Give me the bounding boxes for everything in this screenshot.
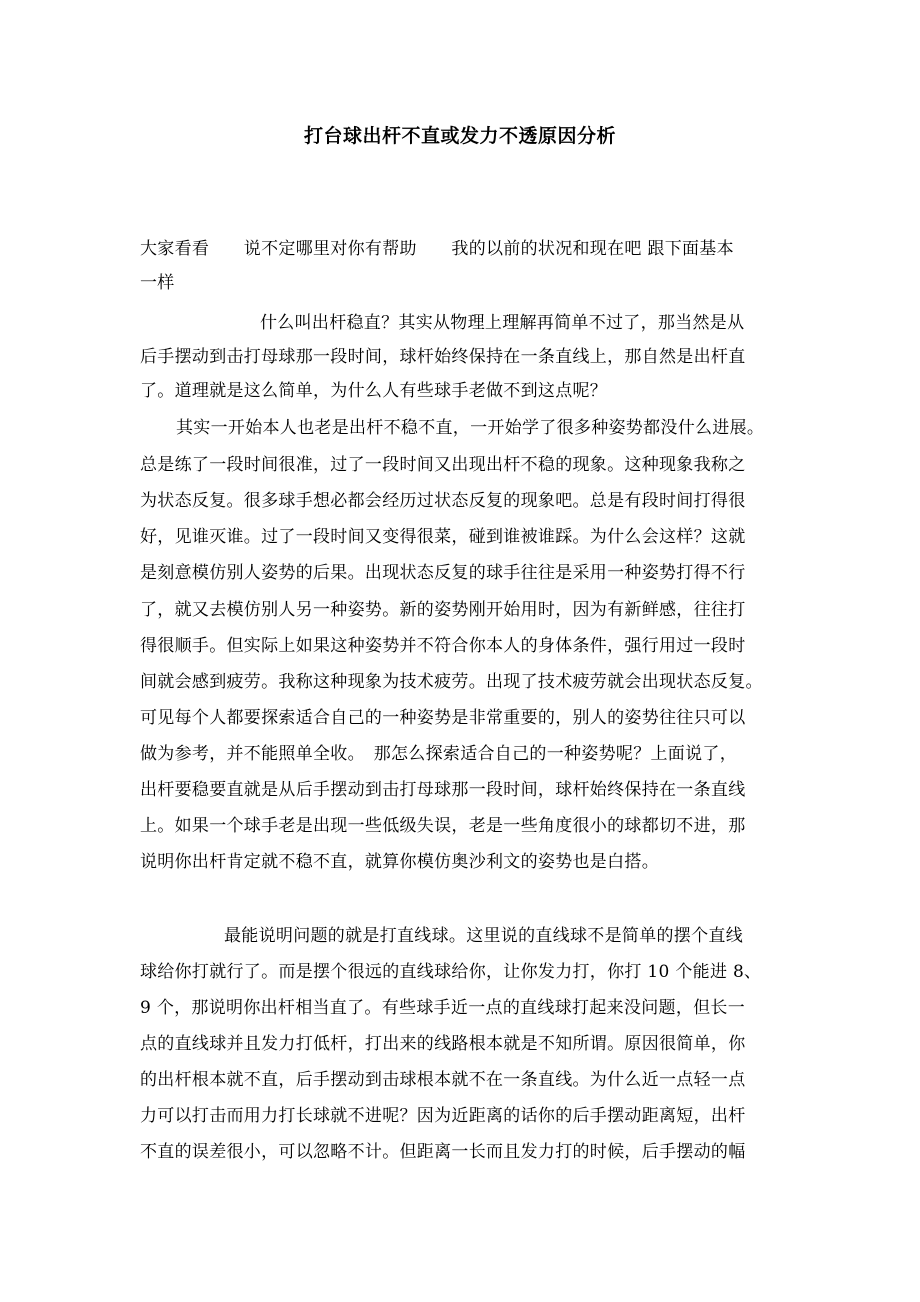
- paragraph-line: 好，见谁灭谁。过了一段时间又变得很菜，碰到谁被谁踩。为什么会这样？这就: [140, 527, 746, 547]
- paragraph-line: 了。道理就是这么简单，为什么人有些球手老做不到这点呢？: [140, 381, 608, 401]
- paragraph-line: 可见每个人都要探索适合自己的一种姿势是非常重要的，别人的姿势往往只可以: [140, 708, 746, 728]
- paragraph-line: 了，就又去模仿别人另一种姿势。新的姿势刚开始用时，因为有新鲜感，往往打: [140, 600, 746, 620]
- paragraph-line: 上。如果一个球手老是出现一些低级失误，老是一些角度很小的球都切不进，那: [140, 816, 746, 836]
- paragraph-line: 间就会感到疲劳。我称这种现象为技术疲劳。出现了技术疲劳就会出现状态反复。: [140, 672, 763, 692]
- paragraph-line: 什么叫出杆稳直？其实从物理上理解再简单不过了，那当然是从: [260, 313, 745, 333]
- paragraph-line: 不直的误差很小，可以忽略不计。但距离一长而且发力打的时候，后手摆动的幅: [140, 1142, 746, 1162]
- document-title: 打台球出杆不直或发力不透原因分析: [303, 125, 616, 147]
- paragraph-line: 总是练了一段时间很准，过了一段时间又出现出杆不稳的现象。这种现象我称之: [140, 455, 746, 475]
- paragraph-line: 得很顺手。但实际上如果这种姿势并不符合你本人的身体条件，强行用过一段时: [140, 636, 746, 656]
- intro-line: 一样: [140, 273, 175, 293]
- paragraph-line: 球给你打就行了。而是摆个很远的直线球给你，让你发力打，你打 10 个能进 8、: [140, 962, 762, 982]
- paragraph-line: 点的直线球并且发力打低杆，打出来的线路根本就是不知所谓。原因很简单，你: [140, 1034, 746, 1054]
- paragraph-line: 的出杆根本就不直，后手摆动到击球根本就不在一条直线。为什么近一点轻一点: [140, 1070, 746, 1090]
- paragraph-line: 其实一开始本人也老是出杆不稳不直，一开始学了很多种姿势都没什么进展。: [176, 418, 765, 438]
- paragraph-line: 9 个，那说明你出杆相当直了。有些球手近一点的直线球打起来没问题，但长一: [140, 998, 746, 1018]
- paragraph-line: 做为参考，并不能照单全收。 那怎么探索适合自己的一种姿势呢？上面说了，: [140, 744, 737, 764]
- paragraph-line: 说明你出杆肯定就不稳不直，就算你模仿奥沙利文的姿势也是白搭。: [140, 852, 659, 872]
- intro-line: 大家看看 说不定哪里对你有帮助 我的以前的状况和现在吧 跟下面基本: [140, 239, 734, 259]
- paragraph-line: 力可以打击而用力打长球就不进呢？因为近距离的话你的后手摆动距离短，出杆: [140, 1106, 746, 1126]
- paragraph-line: 是刻意模仿别人姿势的后果。出现状态反复的球手往往是采用一种姿势打得不行: [140, 563, 746, 583]
- paragraph-line: 出杆要稳要直就是从后手摆动到击打母球那一段时间，球杆始终保持在一条直线: [140, 780, 746, 800]
- paragraph-line: 为状态反复。很多球手想必都会经历过状态反复的现象吧。总是有段时间打得很: [140, 491, 746, 511]
- paragraph-line: 最能说明问题的就是打直线球。这里说的直线球不是简单的摆个直线: [224, 926, 743, 946]
- paragraph-line: 后手摆动到击打母球那一段时间，球杆始终保持在一条直线上，那自然是出杆直: [140, 347, 746, 367]
